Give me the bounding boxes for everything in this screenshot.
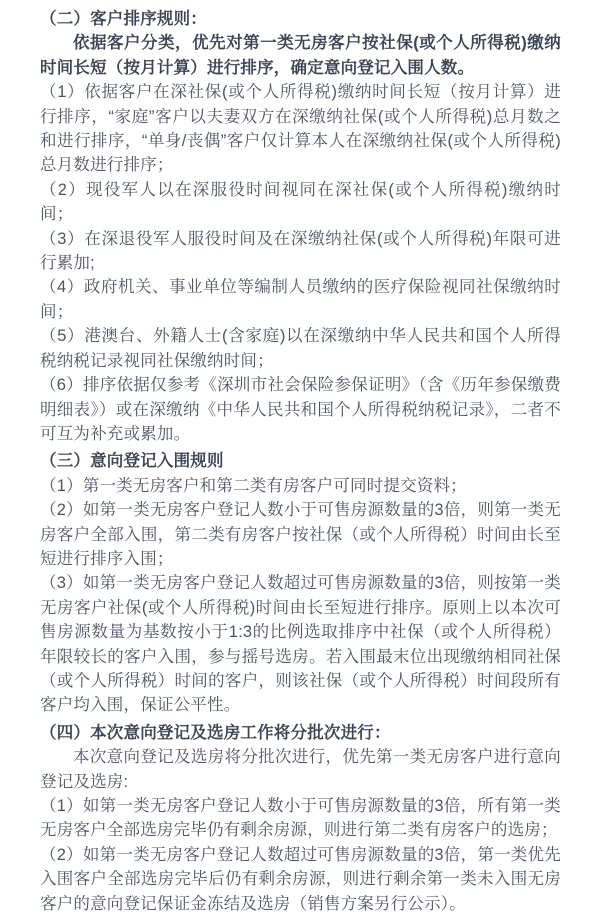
rule-item: （4）政府机关、事业单位等编制人员缴纳的医疗保险视同社保缴纳时间； bbox=[40, 278, 561, 321]
rule-item: （1）第一类无房客户和第二类有房客户可同时提交资料； bbox=[40, 476, 467, 495]
rule-item: （1）如第一类无房客户登记人数小于可售房源数量的3倍，所有第一类无房客户全部选房完毕仍有剩余房源，则进行第二类有房客户的选房； bbox=[40, 797, 561, 840]
section-registration-shortlist-rules bbox=[40, 449, 561, 717]
rule-item: （3）在深退役军人服役时间及在深缴纳社保(或个人所得税)年限可进行累加; bbox=[40, 229, 561, 273]
section-customer-ranking-rules bbox=[40, 7, 561, 446]
section-batch-process bbox=[40, 721, 561, 916]
section-heading: （四）本次意向登记及选房工作将分批次进行： bbox=[40, 723, 391, 742]
rule-item: （6）排序依据仅参考《深圳市社会保险参保证明》（含《历年参保缴费明细表》）或在深缴纳《中华人民共和国个人所得税纳税记录》，二者不可互为补充或累加。 bbox=[40, 376, 561, 443]
section-heading: （三）意向登记入围规则 bbox=[40, 452, 224, 471]
section-heading: （二）客户排序规则： bbox=[40, 10, 207, 28]
rule-item: （2）如第一类无房客户登记人数小于可售房源数量的3倍，则第一类无房客户全部入围，第二类有房客户按社保（或个人所得税）时间由长至短进行排序入围； bbox=[40, 501, 561, 568]
rule-item: （1）依据客户在深社保(或个人所得税)缴纳时间长短（按月计算）进行排序，“家庭”客户以夫妻双方在深缴纳社保(或个人所得税)总月数之和进行排序，“单身/丧偶”客户仅计算本人在深缴纳社保(或个人所得税)总月数进行排序； bbox=[40, 83, 561, 175]
rule-item: （3）如第一类无房客户登记人数超过可售房源数量的3倍，则按第一类无房客户社保(或个人所得税)时间由长至短进行排序。原则上以本次可售房源数量为基数按小于1:3的比例选取排序中社保（或个人所得税）年限较长的客户入围，参与摇号选房。若入围最末位出现缴纳相同社保（或个人所得税）时间的客户，则该社保（或个人所得税）时间段所有客户均入围，保证公平性。 bbox=[40, 574, 561, 715]
section-intro-paragraph: 依据客户分类，优先对第一类无房客户按社保(或个人所得税)缴纳时间长短（按月计算）进行排序，确定意向登记入围人数。 bbox=[40, 34, 561, 77]
section-intro-paragraph: 本次意向登记及选房将分批次进行，优先第一类无房客户进行意向登记及选房: bbox=[40, 748, 561, 791]
rule-item: （5）港澳台、外籍人士(含家庭)以在深缴纳中华人民共和国个人所得税纳税记录视同社保缴纳时间； bbox=[40, 327, 561, 370]
rule-item: （2）现役军人以在深服役时间视同在深社保(或个人所得税)缴纳时间； bbox=[40, 180, 561, 224]
rule-item: （2）如第一类无房客户登记人数超过可售房源数量的3倍，第一类优先入围客户全部选房完毕后仍有剩余房源，则进行剩余第一类未入围无房客户的意向登记保证金冻结及选房（销售方案另行公示）。 bbox=[40, 845, 561, 913]
